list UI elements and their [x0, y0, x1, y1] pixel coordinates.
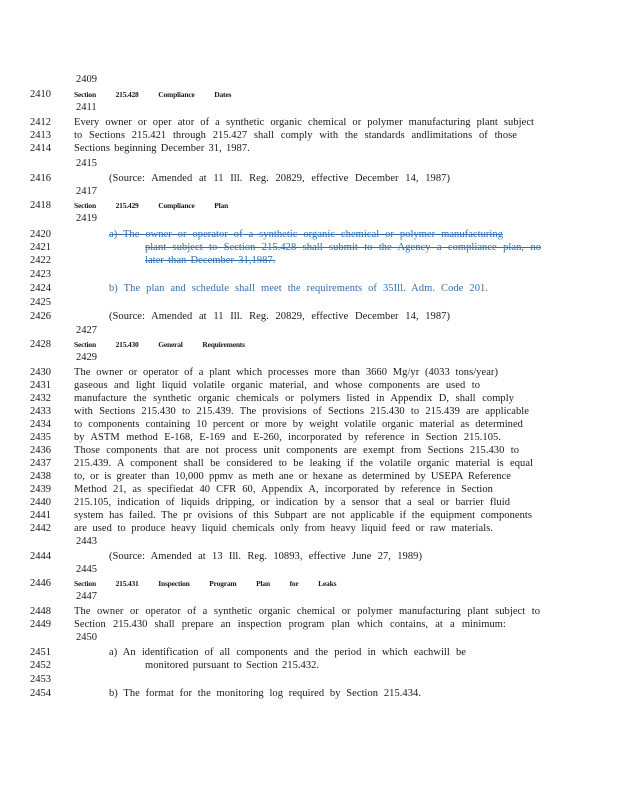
- document-line: [0, 73, 618, 86]
- document-line: [0, 496, 618, 509]
- line-number: 2420: [30, 229, 51, 240]
- document-line: [0, 470, 618, 483]
- line-marker: 2443: [76, 536, 97, 547]
- line-number: 2436: [30, 445, 51, 456]
- document-line: [0, 431, 618, 444]
- line-marker: 2419: [76, 213, 97, 224]
- line-number: 2422: [30, 255, 51, 266]
- document-line: [0, 116, 618, 129]
- line-number: 2451: [30, 647, 51, 658]
- line-number: 2449: [30, 619, 51, 630]
- document-line: [0, 563, 618, 576]
- line-number: 2442: [30, 523, 51, 534]
- line-text: Those components that are not process unit components are exempt from Sections 215.430 to: [74, 445, 519, 456]
- line-number: 2423: [30, 269, 51, 280]
- line-text: later than December 31,1987.: [145, 255, 276, 266]
- line-number: 2433: [30, 406, 51, 417]
- document-line: [0, 418, 618, 431]
- line-marker: 2429: [76, 352, 97, 363]
- line-marker: 2409: [76, 74, 97, 85]
- line-number: 2452: [30, 660, 51, 671]
- document-line: [0, 129, 618, 142]
- line-number: 2425: [30, 297, 51, 308]
- line-text: monitored pursuant to Section 215.432.: [145, 660, 320, 671]
- line-marker: 2427: [76, 325, 97, 336]
- line-number: 2421: [30, 242, 51, 253]
- document-line: [0, 618, 618, 631]
- section-heading: Section 215.430 General Requirements: [74, 340, 245, 349]
- document-line: [0, 673, 618, 686]
- document-line: [0, 392, 618, 405]
- document-line: [0, 338, 618, 351]
- line-text: plant subject to Section 215.428 shall submit to the Agency a compliance plan, no: [145, 242, 541, 253]
- line-text: to components containing 10 percent or more by weight volatile organic material as determined: [74, 419, 523, 430]
- line-text: to, or is greater than 10,000 ppmv as meth ane or hexane as determined by USEPA Reference: [74, 471, 511, 482]
- line-number: 2440: [30, 497, 51, 508]
- line-number: 2428: [30, 339, 51, 350]
- line-text: (Source: Amended at 11 Ill. Reg. 20829, effective December 14, 1987): [109, 311, 450, 322]
- line-text: 215.105, indication of liquids dripping, or indication by a sensor that a seal or barrier fluid: [74, 497, 510, 508]
- line-number: 2434: [30, 419, 51, 430]
- line-text: b) The format for the monitoring log required by Section 215.434.: [109, 688, 421, 699]
- document-line: [0, 457, 618, 470]
- line-number: 2432: [30, 393, 51, 404]
- document-line: [0, 550, 618, 563]
- line-text: Method 21, as specifiedat 40 CFR 60, Appendix A, incorporated by reference in Section: [74, 484, 493, 495]
- document-line: [0, 577, 618, 590]
- document-line: [0, 296, 618, 309]
- line-number: 2441: [30, 510, 51, 521]
- document-line: [0, 101, 618, 114]
- line-text: 215.439. A component shall be considered to be leaking if the volatile organic material is equal: [74, 458, 533, 469]
- document-line: [0, 268, 618, 281]
- line-number: 2416: [30, 173, 51, 184]
- document-line: [0, 351, 618, 364]
- line-number: 2414: [30, 143, 51, 154]
- document-line: [0, 535, 618, 548]
- line-text: b) The plan and schedule shall meet the requirements of 35Ill. Adm. Code 201.: [109, 283, 488, 294]
- line-text: a) The owner or operator of a synthetic organic chemical or polymer manufacturing: [109, 229, 503, 240]
- line-number: 2424: [30, 283, 51, 294]
- line-number: 2435: [30, 432, 51, 443]
- line-text: Section 215.430 shall prepare an inspection program plan which contains, at a minimum:: [74, 619, 506, 630]
- line-number: 2431: [30, 380, 51, 391]
- document-line: [0, 212, 618, 225]
- line-text: gaseous and light liquid volatile organic material, and whose components are used to: [74, 380, 480, 391]
- document-line: [0, 282, 618, 295]
- line-number: 2413: [30, 130, 51, 141]
- line-text: (Source: Amended at 11 Ill. Reg. 20829, effective December 14, 1987): [109, 173, 450, 184]
- line-marker: 2450: [76, 632, 97, 643]
- line-text: a) An identification of all components and the period in which eachwill be: [109, 647, 466, 658]
- line-text: The owner or operator of a synthetic organic chemical or polymer manufacturing plant subject to: [74, 606, 540, 617]
- document-line: [0, 88, 618, 101]
- line-text: Sections beginning December 31, 1987.: [74, 143, 250, 154]
- line-number: 2430: [30, 367, 51, 378]
- document-line: [0, 157, 618, 170]
- line-number: 2454: [30, 688, 51, 699]
- line-number: 2448: [30, 606, 51, 617]
- document-line: [0, 199, 618, 212]
- line-text: to Sections 215.421 through 215.427 shall comply with the standards andlimitations of those: [74, 130, 517, 141]
- line-marker: 2415: [76, 158, 97, 169]
- line-text: system has failed. The pr ovisions of this Subpart are not applicable if the equipment components: [74, 510, 532, 521]
- line-text: with Sections 215.430 to 215.439. The provisions of Sections 215.430 to 215.439 are applicable: [74, 406, 529, 417]
- line-marker: 2411: [76, 102, 97, 113]
- line-number: 2410: [30, 89, 51, 100]
- line-number: 2418: [30, 200, 51, 211]
- section-heading: Section 215.431 Inspection Program Plan for Leaks: [74, 579, 337, 588]
- document-line: [0, 444, 618, 457]
- line-number: 2426: [30, 311, 51, 322]
- line-number: 2446: [30, 578, 51, 589]
- document-line: [0, 646, 618, 659]
- section-heading: Section 215.428 Compliance Dates: [74, 90, 232, 99]
- document-line: [0, 366, 618, 379]
- line-number: 2444: [30, 551, 51, 562]
- document-line: [0, 605, 618, 618]
- document-line: [0, 631, 618, 644]
- line-text: by ASTM method E-168, E-169 and E-260, incorporated by reference in Section 215.105.: [74, 432, 501, 443]
- line-number: 2438: [30, 471, 51, 482]
- line-marker: 2447: [76, 591, 97, 602]
- line-text: are used to produce heavy liquid chemicals only from heavy liquid feed or raw materials.: [74, 523, 493, 534]
- line-text: Every owner or oper ator of a synthetic organic chemical or polymer manufacturing plant subject: [74, 117, 534, 128]
- line-text: manufacture the synthetic organic chemicals or polymers listed in Appendix D, shall comply: [74, 393, 514, 404]
- document-line: [0, 142, 618, 155]
- document-line: [0, 379, 618, 392]
- line-number: 2453: [30, 674, 51, 685]
- document-line: [0, 324, 618, 337]
- document-line: [0, 509, 618, 522]
- document-line: [0, 172, 618, 185]
- document-line: [0, 241, 618, 254]
- document-line: [0, 185, 618, 198]
- document-line: [0, 483, 618, 496]
- document-line: [0, 405, 618, 418]
- line-number: 2412: [30, 117, 51, 128]
- document-line: [0, 228, 618, 241]
- line-text: (Source: Amended at 13 Ill. Reg. 10893, effective June 27, 1989): [109, 551, 422, 562]
- document-line: [0, 590, 618, 603]
- line-number: 2439: [30, 484, 51, 495]
- document-line: [0, 687, 618, 700]
- line-marker: 2445: [76, 564, 97, 575]
- section-heading: Section 215.429 Compliance Plan: [74, 201, 229, 210]
- document-line: [0, 310, 618, 323]
- line-text: The owner or operator of a plant which processes more than 3660 Mg/yr (4033 tons/year): [74, 367, 498, 378]
- line-number: 2437: [30, 458, 51, 469]
- document-line: [0, 254, 618, 267]
- document-line: [0, 659, 618, 672]
- document-line: [0, 522, 618, 535]
- line-marker: 2417: [76, 186, 97, 197]
